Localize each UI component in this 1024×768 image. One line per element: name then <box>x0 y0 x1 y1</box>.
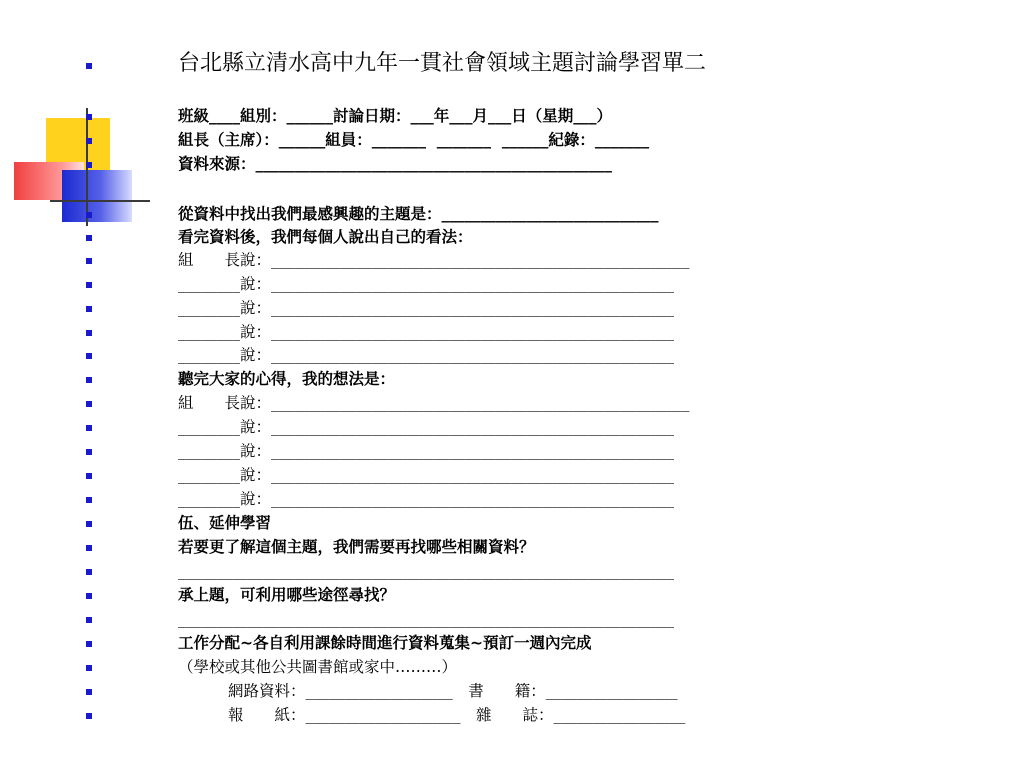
leader-says-line: 組 長說：______________________________________________________ <box>178 394 690 412</box>
bullet-icon <box>86 258 92 264</box>
member-says-line: ________說：____________________________________________________ <box>178 323 675 341</box>
further-data-question: 若要更了解這個主題，我們需要再找哪些相關資料？ <box>178 538 535 556</box>
bullet-icon <box>86 353 92 359</box>
methods-question: 承上題，可利用哪些途徑尋找？ <box>178 586 396 604</box>
member-says-line: ________說：____________________________________________________ <box>178 466 675 484</box>
reflection-prompt: 聽完大家的心得，我的想法是： <box>178 370 396 388</box>
bullet-icon <box>86 593 92 599</box>
work-assignment-line: 工作分配~各自利用課餘時間進行資料蒐集~預訂一週內完成 <box>178 634 592 652</box>
newspaper-magazine-line: 報 紙：____________________ 雜 誌：_________________ <box>228 706 686 724</box>
member-says-line: ________說：____________________________________________________ <box>178 442 675 460</box>
section-heading: 伍、延伸學習 <box>178 514 272 532</box>
member-says-line: ________說：____________________________________________________ <box>178 418 675 436</box>
bullet-icon <box>86 282 92 288</box>
bullet-icon <box>86 689 92 695</box>
bullet-icon <box>86 521 92 527</box>
bullet-icon <box>86 162 92 168</box>
class-group-date-line: 班級____組別：______討論日期：___年___月___日（星期___） <box>178 107 613 125</box>
leader-says-line: 組 長說：______________________________________________________ <box>178 251 690 269</box>
member-says-line: ________說：____________________________________________________ <box>178 299 675 317</box>
bullet-icon <box>86 235 92 241</box>
member-says-line: ________說：____________________________________________________ <box>178 490 675 508</box>
leader-members-line: 組長（主席）：______組員：_______ _______ ______紀錄：_______ <box>178 131 650 149</box>
bullet-icon <box>86 63 92 69</box>
bullet-icon <box>86 212 92 218</box>
horizontal-line <box>50 200 150 202</box>
bullet-icon <box>86 569 92 575</box>
bullet-column <box>86 0 98 768</box>
library-note-line: （學校或其他公共圖書館或家中………） <box>178 658 458 676</box>
bullet-icon <box>86 713 92 719</box>
bullet-icon <box>86 425 92 431</box>
decorative-squares <box>0 0 150 230</box>
bullet-icon <box>86 641 92 647</box>
member-says-line: ________說：____________________________________________________ <box>178 275 675 293</box>
worksheet-content <box>178 0 1018 768</box>
interest-topic-line: 從資料中找出我們最感興趣的主題是：____________________________ <box>178 205 659 223</box>
bullet-icon <box>86 306 92 312</box>
worksheet-title: 台北縣立清水高中九年一貫社會領域主題討論學習單二 <box>178 51 707 76</box>
answer-blank-line: ________________________________________________________________ <box>178 562 674 580</box>
opinions-prompt: 看完資料後，我們每個人說出自己的看法： <box>178 228 473 246</box>
bullet-icon <box>86 617 92 623</box>
bullet-icon <box>86 138 92 144</box>
source-line: 資料來源：______________________________________________ <box>178 155 613 173</box>
bullet-icon <box>86 114 92 120</box>
answer-blank-line: ________________________________________________________________ <box>178 610 674 628</box>
bullet-icon <box>86 449 92 455</box>
bullet-icon <box>86 401 92 407</box>
web-books-line: 網路資料：___________________ 書 籍：_________________ <box>228 682 678 700</box>
bullet-icon <box>86 473 92 479</box>
bullet-icon <box>86 545 92 551</box>
member-says-line: ________說：____________________________________________________ <box>178 346 675 364</box>
bullet-icon <box>86 330 92 336</box>
bullet-icon <box>86 497 92 503</box>
bullet-icon <box>86 377 92 383</box>
bullet-icon <box>86 665 92 671</box>
